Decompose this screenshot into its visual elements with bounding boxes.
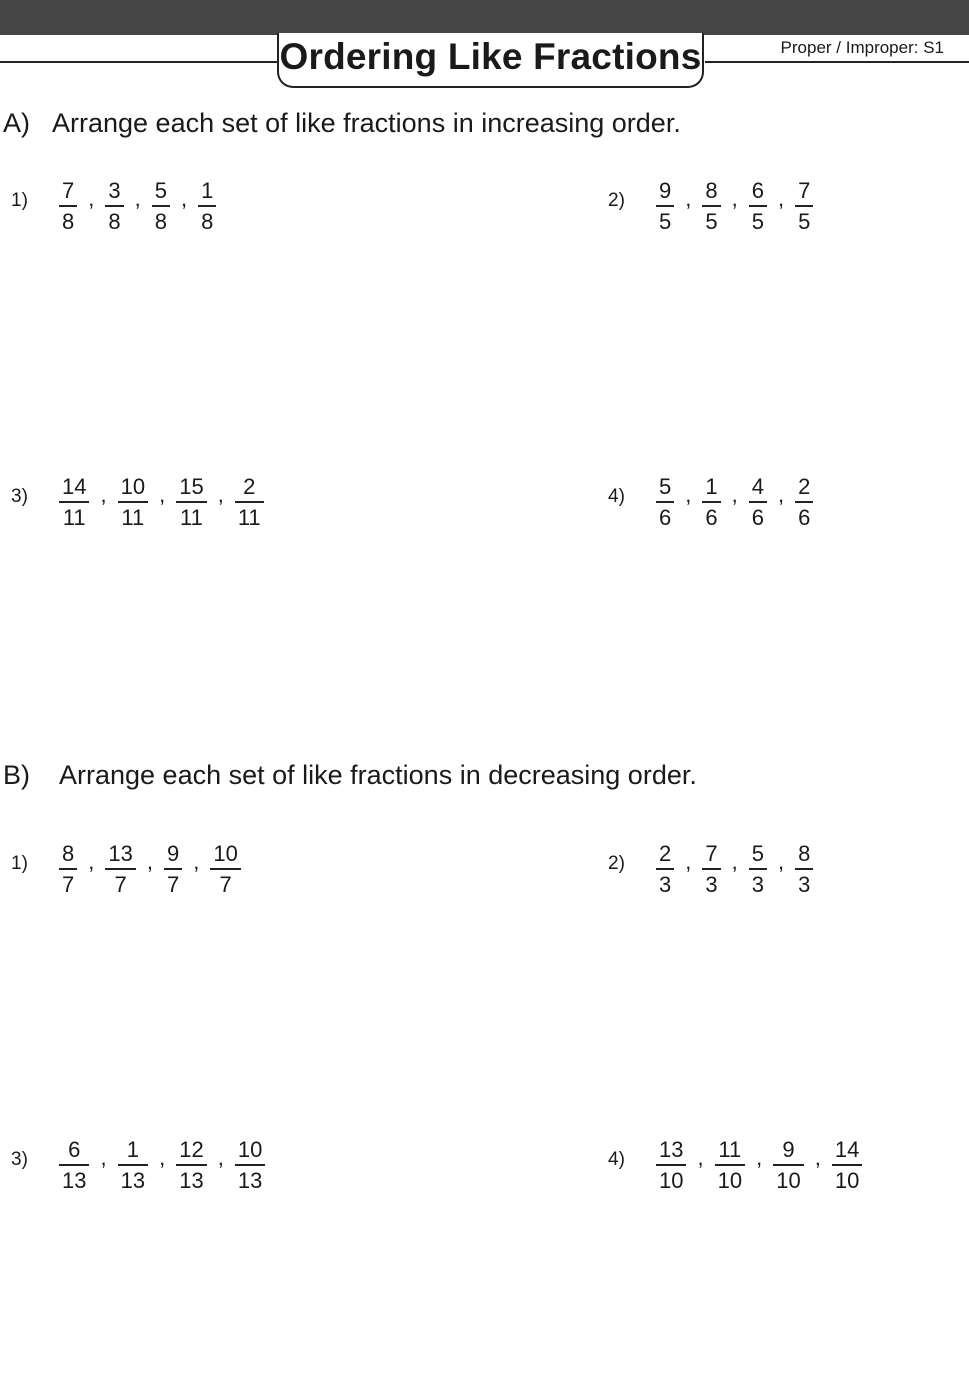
fraction <box>59 839 77 899</box>
problem-a3 <box>11 472 411 532</box>
fraction <box>749 839 767 899</box>
numerator: 8 <box>62 841 75 866</box>
fraction-list <box>656 839 813 899</box>
problem-b3 <box>11 1135 411 1195</box>
numerator: 3 <box>108 178 121 203</box>
denominator: 13 <box>120 1168 146 1193</box>
comma-separator: , <box>217 482 224 507</box>
page-title: Ordering Like Fractions <box>279 36 702 77</box>
fraction <box>832 1135 862 1195</box>
denominator: 11 <box>180 505 203 530</box>
numerator: 13 <box>108 841 133 866</box>
problem-number: 3) <box>11 486 28 507</box>
header-rule-right <box>705 61 969 63</box>
fraction <box>105 176 123 236</box>
fraction-list <box>59 472 264 532</box>
problem-b2 <box>608 839 948 899</box>
numerator: 5 <box>751 841 764 866</box>
comma-separator: , <box>134 186 141 211</box>
fraction <box>198 176 216 236</box>
denominator: 7 <box>62 872 75 897</box>
problem-a4 <box>608 472 948 532</box>
denominator: 3 <box>705 872 718 897</box>
denominator: 6 <box>705 505 718 530</box>
comma-separator: , <box>100 482 107 507</box>
fraction <box>656 472 674 532</box>
fraction <box>656 176 674 236</box>
top-bar <box>0 0 969 35</box>
fraction-list <box>656 472 813 532</box>
numerator: 10 <box>237 1137 263 1162</box>
numerator: 12 <box>179 1137 204 1162</box>
fraction <box>235 472 264 532</box>
denominator: 10 <box>659 1168 684 1193</box>
denominator: 3 <box>659 872 672 897</box>
fraction-list <box>59 1135 265 1195</box>
comma-separator: , <box>685 849 692 874</box>
problem-b1 <box>11 839 411 899</box>
fraction <box>210 839 240 899</box>
fraction <box>702 839 720 899</box>
denominator: 7 <box>166 872 180 897</box>
comma-separator: , <box>731 186 738 211</box>
worksheet-code: Proper / Improper: S1 <box>780 38 944 57</box>
problem-a2 <box>608 176 948 236</box>
denominator: 5 <box>798 209 811 234</box>
comma-separator: , <box>685 186 692 211</box>
fraction-list <box>656 176 813 236</box>
fraction <box>105 839 135 899</box>
numerator: 14 <box>62 474 87 499</box>
comma-separator: , <box>778 849 785 874</box>
numerator: 1 <box>126 1137 139 1162</box>
numerator: 9 <box>782 1137 795 1162</box>
denominator: 11 <box>121 505 145 530</box>
numerator: 2 <box>659 841 672 866</box>
section-instruction: Arrange each set of like fractions in decreasing order. <box>59 760 697 790</box>
denominator: 5 <box>705 209 718 234</box>
fraction <box>702 176 720 236</box>
numerator: 6 <box>751 178 764 203</box>
problem-a1 <box>11 176 411 236</box>
section-letter: A) <box>3 108 30 138</box>
header-rule-left <box>0 61 280 63</box>
numerator: 4 <box>751 474 764 499</box>
numerator: 13 <box>659 1137 684 1162</box>
comma-separator: , <box>756 1145 763 1170</box>
comma-separator: , <box>193 849 200 874</box>
fraction <box>118 472 148 532</box>
problem-number: 1) <box>11 190 28 211</box>
comma-separator: , <box>100 1145 107 1170</box>
fraction <box>59 1135 89 1195</box>
fraction <box>749 472 767 532</box>
denominator: 7 <box>219 872 232 897</box>
problem-number: 2) <box>608 190 625 211</box>
denominator: 8 <box>108 209 121 234</box>
denominator: 10 <box>834 1168 860 1193</box>
denominator: 8 <box>62 209 75 234</box>
denominator: 3 <box>798 872 811 897</box>
numerator: 9 <box>659 178 672 203</box>
numerator: 1 <box>705 474 718 499</box>
denominator: 13 <box>62 1168 87 1193</box>
fraction <box>176 1135 206 1195</box>
numerator: 1 <box>201 178 214 203</box>
denominator: 8 <box>201 209 214 234</box>
problem-b4 <box>608 1135 948 1195</box>
numerator: 14 <box>834 1137 860 1162</box>
fraction <box>749 176 767 236</box>
fraction <box>235 1135 265 1195</box>
fraction <box>59 176 77 236</box>
numerator: 10 <box>213 841 238 866</box>
fraction <box>59 472 89 532</box>
section-letter: B) <box>3 760 30 790</box>
fraction <box>773 1135 803 1195</box>
numerator: 9 <box>166 841 180 866</box>
comma-separator: , <box>88 186 95 211</box>
denominator: 10 <box>717 1168 743 1193</box>
comma-separator: , <box>685 482 692 507</box>
numerator: 8 <box>798 841 811 866</box>
problem-number: 4) <box>608 486 625 507</box>
comma-separator: , <box>778 186 785 211</box>
fraction <box>715 1135 745 1195</box>
comma-separator: , <box>159 482 166 507</box>
numerator: 7 <box>62 178 75 203</box>
numerator: 15 <box>179 474 204 499</box>
denominator: 13 <box>237 1168 263 1193</box>
fraction <box>152 176 170 236</box>
denominator: 6 <box>659 505 672 530</box>
problem-number: 4) <box>608 1149 625 1170</box>
fraction <box>656 839 674 899</box>
comma-separator: , <box>814 1145 821 1170</box>
numerator: 11 <box>718 1137 742 1162</box>
numerator: 8 <box>705 178 718 203</box>
comma-separator: , <box>697 1145 704 1170</box>
section-instruction: Arrange each set of like fractions in increasing order. <box>52 108 681 138</box>
numerator: 5 <box>659 474 672 499</box>
fraction-list <box>59 176 216 236</box>
problem-number: 1) <box>11 853 28 874</box>
denominator: 11 <box>62 505 86 530</box>
denominator: 6 <box>751 505 764 530</box>
fraction <box>164 839 182 899</box>
numerator: 7 <box>798 178 811 203</box>
denominator: 13 <box>179 1168 204 1193</box>
fraction <box>795 176 813 236</box>
fraction-list <box>656 1135 862 1195</box>
comma-separator: , <box>731 849 738 874</box>
fraction-list <box>59 839 241 899</box>
fraction <box>118 1135 148 1195</box>
comma-separator: , <box>731 482 738 507</box>
problem-number: 2) <box>608 853 625 874</box>
comma-separator: , <box>778 482 785 507</box>
fraction <box>795 472 813 532</box>
comma-separator: , <box>159 1145 166 1170</box>
fraction <box>795 839 813 899</box>
fraction <box>176 472 206 532</box>
numerator: 2 <box>243 474 256 499</box>
denominator: 7 <box>114 872 127 897</box>
denominator: 5 <box>751 209 764 234</box>
denominator: 11 <box>237 505 261 530</box>
comma-separator: , <box>146 849 153 874</box>
comma-separator: , <box>181 186 188 211</box>
denominator: 6 <box>798 505 811 530</box>
denominator: 3 <box>751 872 764 897</box>
denominator: 5 <box>659 209 672 234</box>
numerator: 10 <box>120 474 146 499</box>
comma-separator: , <box>88 849 95 874</box>
denominator: 8 <box>154 209 167 234</box>
numerator: 2 <box>798 474 811 499</box>
denominator: 10 <box>776 1168 801 1193</box>
numerator: 6 <box>68 1137 81 1162</box>
comma-separator: , <box>217 1145 224 1170</box>
fraction <box>656 1135 686 1195</box>
fraction <box>702 472 720 532</box>
numerator: 7 <box>705 841 718 866</box>
problem-number: 3) <box>11 1149 28 1170</box>
numerator: 5 <box>154 178 167 203</box>
